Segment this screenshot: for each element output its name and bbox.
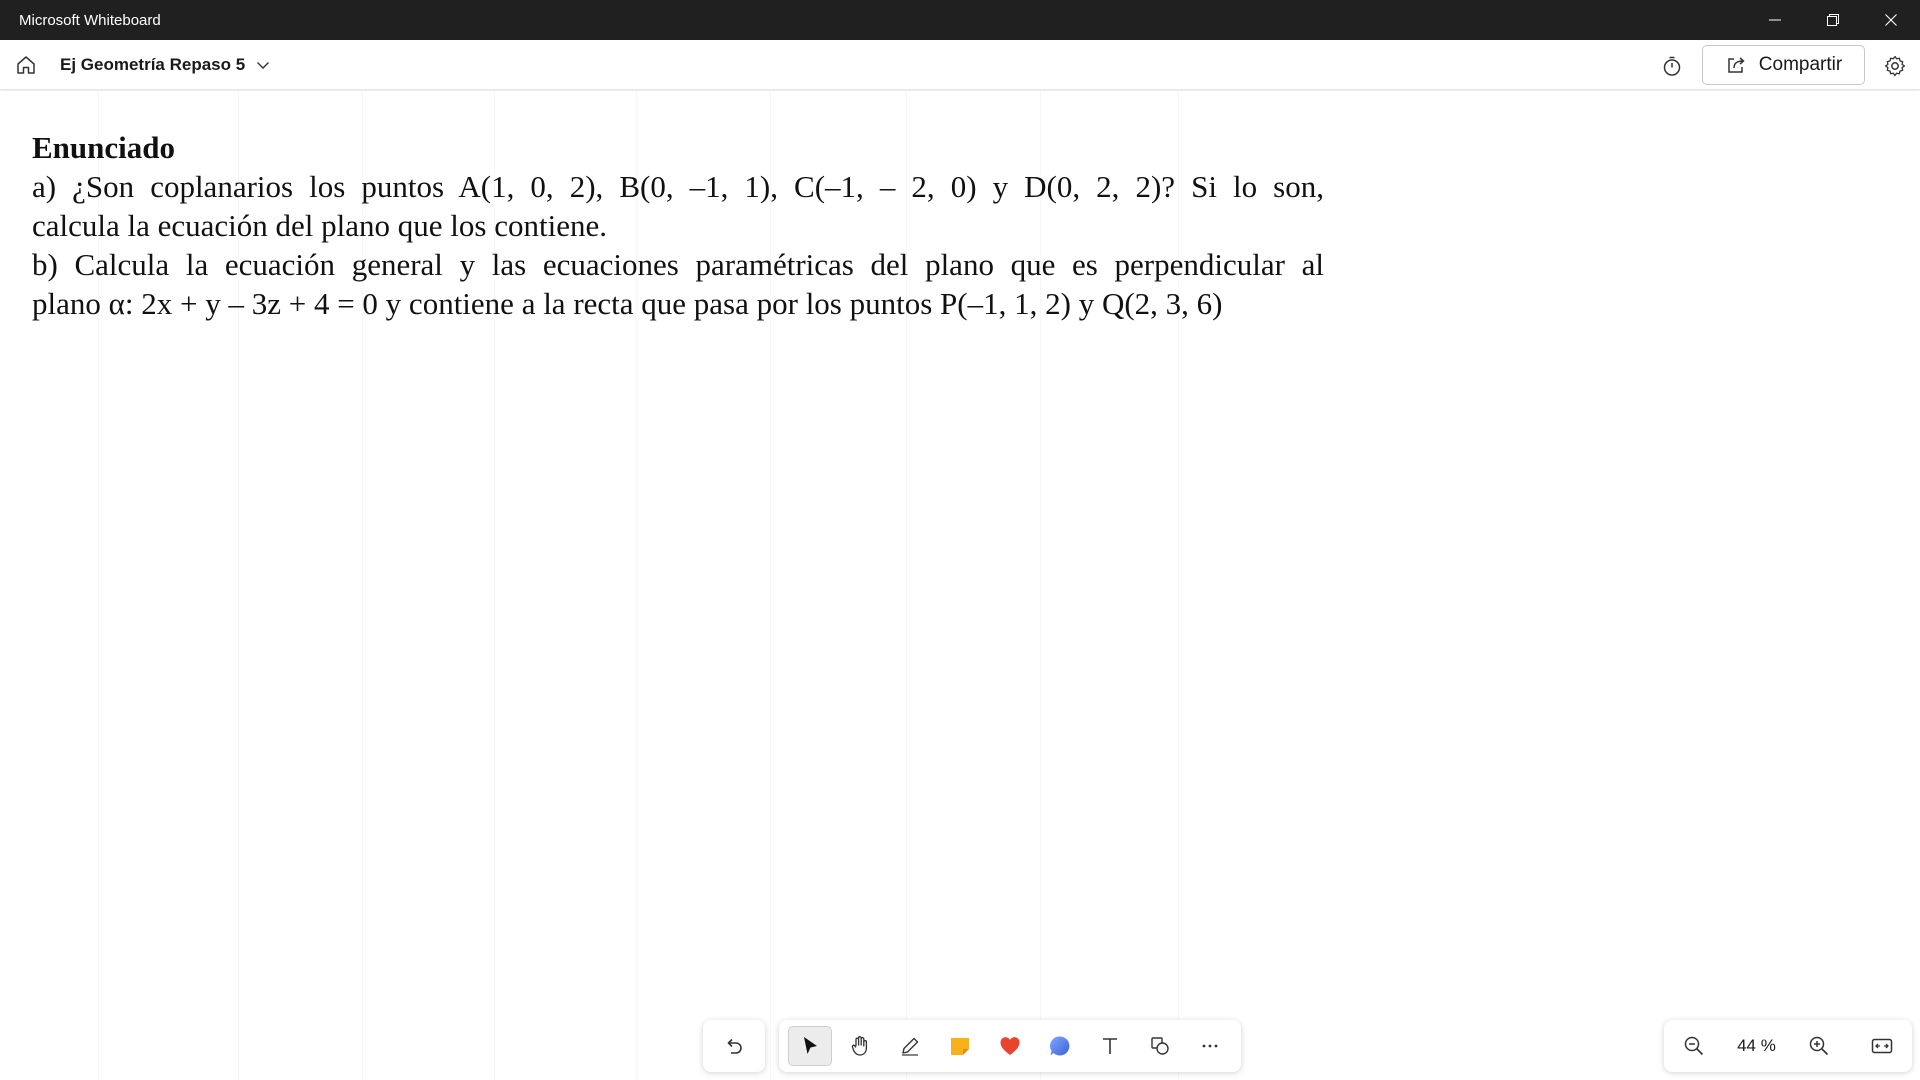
text-tool[interactable] — [1088, 1026, 1132, 1066]
more-tools-button[interactable] — [1188, 1026, 1232, 1066]
share-icon — [1725, 54, 1747, 76]
more-icon — [1198, 1034, 1222, 1058]
exercise-line: plano α: 2x + y – 3z + 4 = 0 y contiene a la recta que pasa por los puntos P(–1, 1, 2) y Q(2, 3, 6) — [32, 286, 1223, 321]
settings-button[interactable] — [1878, 50, 1912, 82]
share-button[interactable] — [1702, 45, 1865, 85]
hand-icon — [848, 1034, 872, 1058]
home-button[interactable] — [10, 49, 42, 81]
sticky-note-icon — [948, 1034, 972, 1058]
restore-icon — [1826, 13, 1840, 27]
undo-button[interactable] — [712, 1026, 756, 1066]
undo-group — [703, 1020, 765, 1072]
zoom-out-icon — [1682, 1034, 1706, 1058]
timer-button[interactable] — [1656, 50, 1688, 82]
exercise-line: calcula la ecuación del plano que los contiene. — [32, 208, 607, 243]
board-title: Ej Geometría Repaso 5 — [60, 55, 246, 74]
zoom-controls — [1664, 1020, 1912, 1072]
board-title-dropdown[interactable] — [60, 53, 271, 77]
home-icon — [15, 54, 37, 76]
comment-icon — [1048, 1034, 1072, 1058]
hand-tool[interactable] — [838, 1026, 882, 1066]
window-controls — [1746, 0, 1920, 40]
pasted-exercise-image[interactable] — [32, 128, 1324, 323]
reaction-tool[interactable] — [988, 1026, 1032, 1066]
fit-to-screen-button[interactable] — [1862, 1026, 1902, 1066]
zoom-in-button[interactable] — [1799, 1026, 1839, 1066]
whiteboard-canvas[interactable] — [0, 91, 1920, 1080]
reaction-heart-icon — [998, 1034, 1022, 1058]
zoom-level: 44 % — [1737, 1036, 1776, 1055]
gear-icon — [1883, 54, 1907, 78]
close-button[interactable] — [1862, 0, 1920, 40]
fit-screen-icon — [1870, 1034, 1894, 1058]
restore-button[interactable] — [1804, 0, 1862, 40]
shapes-icon — [1148, 1034, 1172, 1058]
minimize-button[interactable] — [1746, 0, 1804, 40]
zoom-out-button[interactable] — [1674, 1026, 1714, 1066]
sticky-note-tool[interactable] — [938, 1026, 982, 1066]
exercise-line: b) Calcula la ecuación general y las ecuaciones paramétricas del plano que es perpendicular al — [32, 247, 1324, 282]
shapes-tool[interactable] — [1138, 1026, 1182, 1066]
minimize-icon — [1768, 13, 1782, 27]
select-tool[interactable] — [788, 1026, 832, 1066]
zoom-in-icon — [1807, 1034, 1831, 1058]
app-toolbar — [0, 40, 1920, 90]
comment-tool[interactable] — [1038, 1026, 1082, 1066]
chevron-down-icon — [255, 57, 271, 73]
exercise-line: a) ¿Son coplanarios los puntos A(1, 0, 2), B(0, –1, 1), C(–1, – 2, 0) y D(0, 2, 2)? Si lo son, — [32, 169, 1324, 204]
bottom-toolbar — [703, 1020, 1241, 1072]
app-title: Microsoft Whiteboard — [19, 11, 161, 29]
share-label: Compartir — [1758, 54, 1843, 75]
pen-tool[interactable] — [888, 1026, 932, 1066]
text-icon — [1098, 1034, 1122, 1058]
close-icon — [1884, 13, 1898, 27]
title-bar — [0, 0, 1920, 40]
timer-icon — [1661, 55, 1683, 77]
undo-icon — [722, 1034, 746, 1058]
pen-icon — [898, 1034, 922, 1058]
tools-group — [779, 1020, 1241, 1072]
exercise-heading: Enunciado — [32, 130, 176, 165]
select-icon — [798, 1034, 822, 1058]
